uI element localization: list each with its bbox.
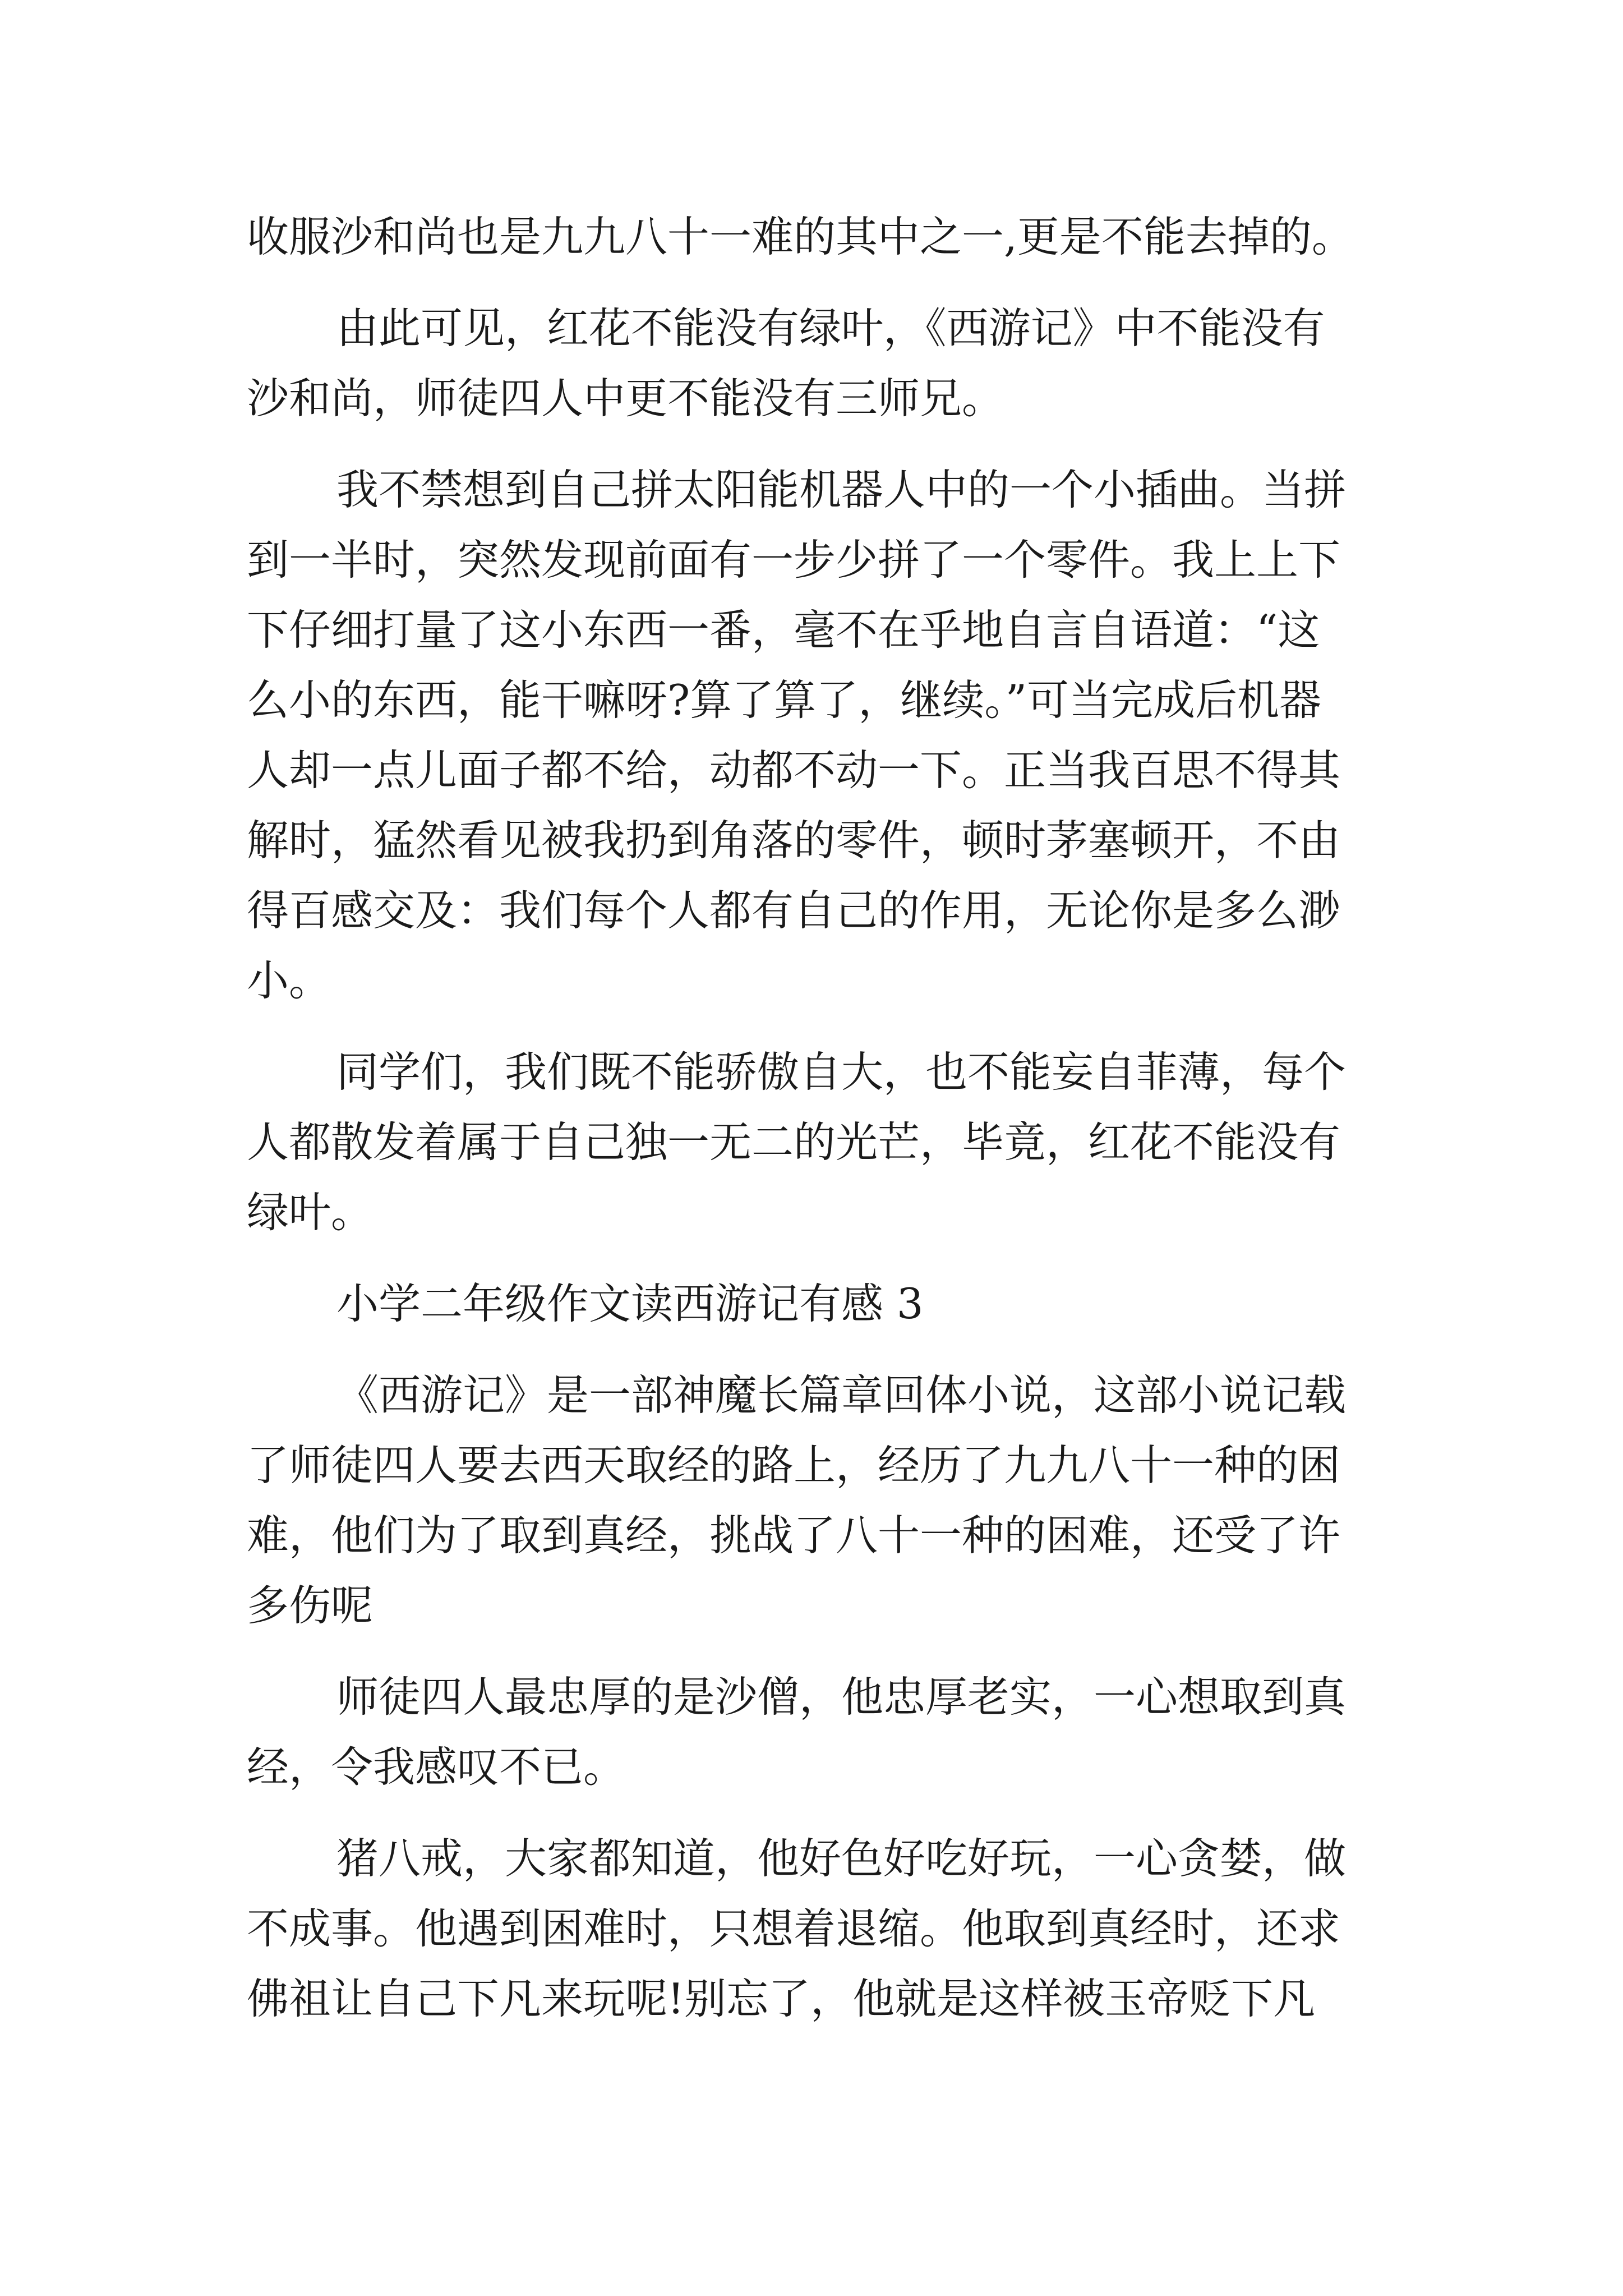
text-line: 么小的东西，能干嘛呀?算了算了，继续。”可当完成后机器 xyxy=(247,675,1322,725)
text-line: 下仔细打量了这小东西一番，毫不在乎地自言自语道：“这 xyxy=(247,605,1320,655)
text-line: 得百感交及：我们每个人都有自己的作用，无论你是多么渺 xyxy=(247,886,1341,935)
text-line: 难，他们为了取到真经，挑战了八十一种的困难，还受了许 xyxy=(247,1511,1341,1560)
paragraph-start-line: 同学们，我们既不能骄傲自大，也不能妄自菲薄，每个 xyxy=(336,1047,1347,1097)
text-line: 到一半时，突然发现前面有一步少拼了一个零件。我上上下 xyxy=(247,535,1341,585)
text-line: 人却一点儿面子都不给，动都不动一下。正当我百思不得其 xyxy=(247,746,1341,795)
paragraph-start-line: 猪八戒，大家都知道，他好色好吃好玩，一心贪婪，做 xyxy=(336,1834,1347,1883)
paragraph-start-line: 由此可见，红花不能没有绿叶，《西游记》中不能没有 xyxy=(336,303,1325,353)
text-line: 小。 xyxy=(247,956,331,1005)
text-line: 经，令我感叹不已。 xyxy=(247,1742,626,1792)
text-line: 人都散发着属于自己独一无二的光芒，毕竟，红花不能没有 xyxy=(247,1117,1341,1167)
section-heading: 小学二年级作文读西游记有感 3 xyxy=(336,1279,924,1328)
paragraph-start-line: 师徒四人最忠厚的是沙僧，他忠厚老实，一心想取到真 xyxy=(336,1672,1347,1722)
paragraph-start-line: 《西游记》是一部神魔长篇章回体小说，这部小说记载 xyxy=(336,1370,1347,1420)
text-line: 解时，猛然看见被我扔到角落的零件，顿时茅塞顿开，不由 xyxy=(247,816,1341,865)
body-text xyxy=(247,202,1385,2034)
text-line: 沙和尚，师徒四人中更不能没有三师兄。 xyxy=(247,374,1004,423)
text-line: 不成事。他遇到困难时，只想着退缩。他取到真经时，还求 xyxy=(247,1904,1341,1953)
text-line: 多伤呢 xyxy=(247,1581,374,1630)
paragraph-start-line: 我不禁想到自己拼太阳能机器人中的一个小插曲。当拼 xyxy=(336,465,1347,514)
text-line: 佛祖让自己下凡来玩呢!别忘了，他就是这样被玉帝贬下凡 xyxy=(247,1974,1316,2023)
text-line: 收服沙和尚也是九九八十一难的其中之一,更是不能去掉的。 xyxy=(247,212,1354,261)
text-line: 绿叶。 xyxy=(247,1188,374,1237)
text-line: 了师徒四人要去西天取经的路上，经历了九九八十一种的困 xyxy=(247,1441,1341,1490)
